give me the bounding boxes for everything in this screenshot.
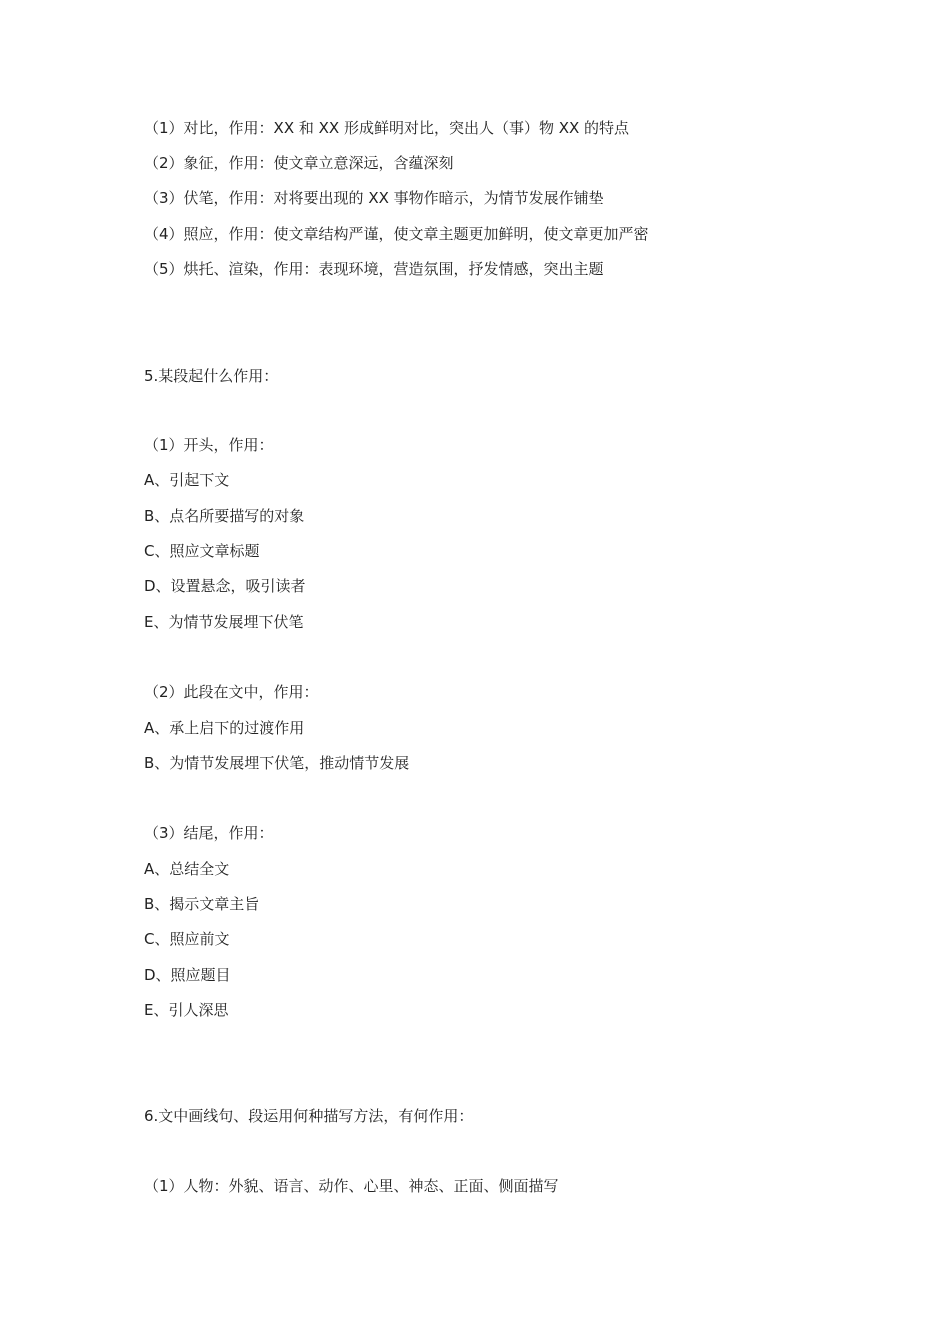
ending-item-a: A、总结全文 xyxy=(144,860,230,878)
rhetoric-item-contrast: （1）对比，作用：XX 和 XX 形成鲜明对比，突出人（事）物 XX 的特点 xyxy=(144,119,630,137)
ending-item-e: E、引人深思 xyxy=(144,1001,229,1019)
rhetoric-item-contrast-setting: （5）烘托、渲染，作用：表现环境，营造氛围，抒发情感，突出主题 xyxy=(144,260,604,278)
ending-item-b: B、揭示文章主旨 xyxy=(144,895,260,913)
middle-item-b: B、为情节发展埋下伏笔，推动情节发展 xyxy=(144,754,410,772)
middle-item-a: A、承上启下的过渡作用 xyxy=(144,719,305,737)
opening-item-d: D、设置悬念，吸引读者 xyxy=(144,577,306,595)
rhetoric-item-echo: （4）照应，作用：使文章结构严谨，使文章主题更加鲜明，使文章更加严密 xyxy=(144,225,649,243)
middle-heading: （2）此段在文中，作用： xyxy=(144,683,319,701)
opening-heading: （1）开头，作用： xyxy=(144,436,274,454)
opening-item-c: C、照应文章标题 xyxy=(144,542,260,560)
ending-item-d: D、照应题目 xyxy=(144,966,231,984)
opening-item-b: B、点名所要描写的对象 xyxy=(144,507,305,525)
section-5-title: 5.某段起什么作用： xyxy=(144,367,279,385)
description-item-character: （1）人物：外貌、语言、动作、心里、神态、正面、侧面描写 xyxy=(144,1177,559,1195)
ending-item-c: C、照应前文 xyxy=(144,930,230,948)
opening-item-e: E、为情节发展埋下伏笔 xyxy=(144,613,304,631)
opening-item-a: A、引起下文 xyxy=(144,471,230,489)
section-6-title: 6.文中画线句、段运用何种描写方法，有何作用： xyxy=(144,1107,474,1125)
rhetoric-item-symbol: （2）象征，作用：使文章立意深远，含蕴深刻 xyxy=(144,154,454,172)
rhetoric-item-foreshadow: （3）伏笔，作用：对将要出现的 XX 事物作暗示，为情节发展作铺垫 xyxy=(144,189,604,207)
ending-heading: （3）结尾，作用： xyxy=(144,824,274,842)
